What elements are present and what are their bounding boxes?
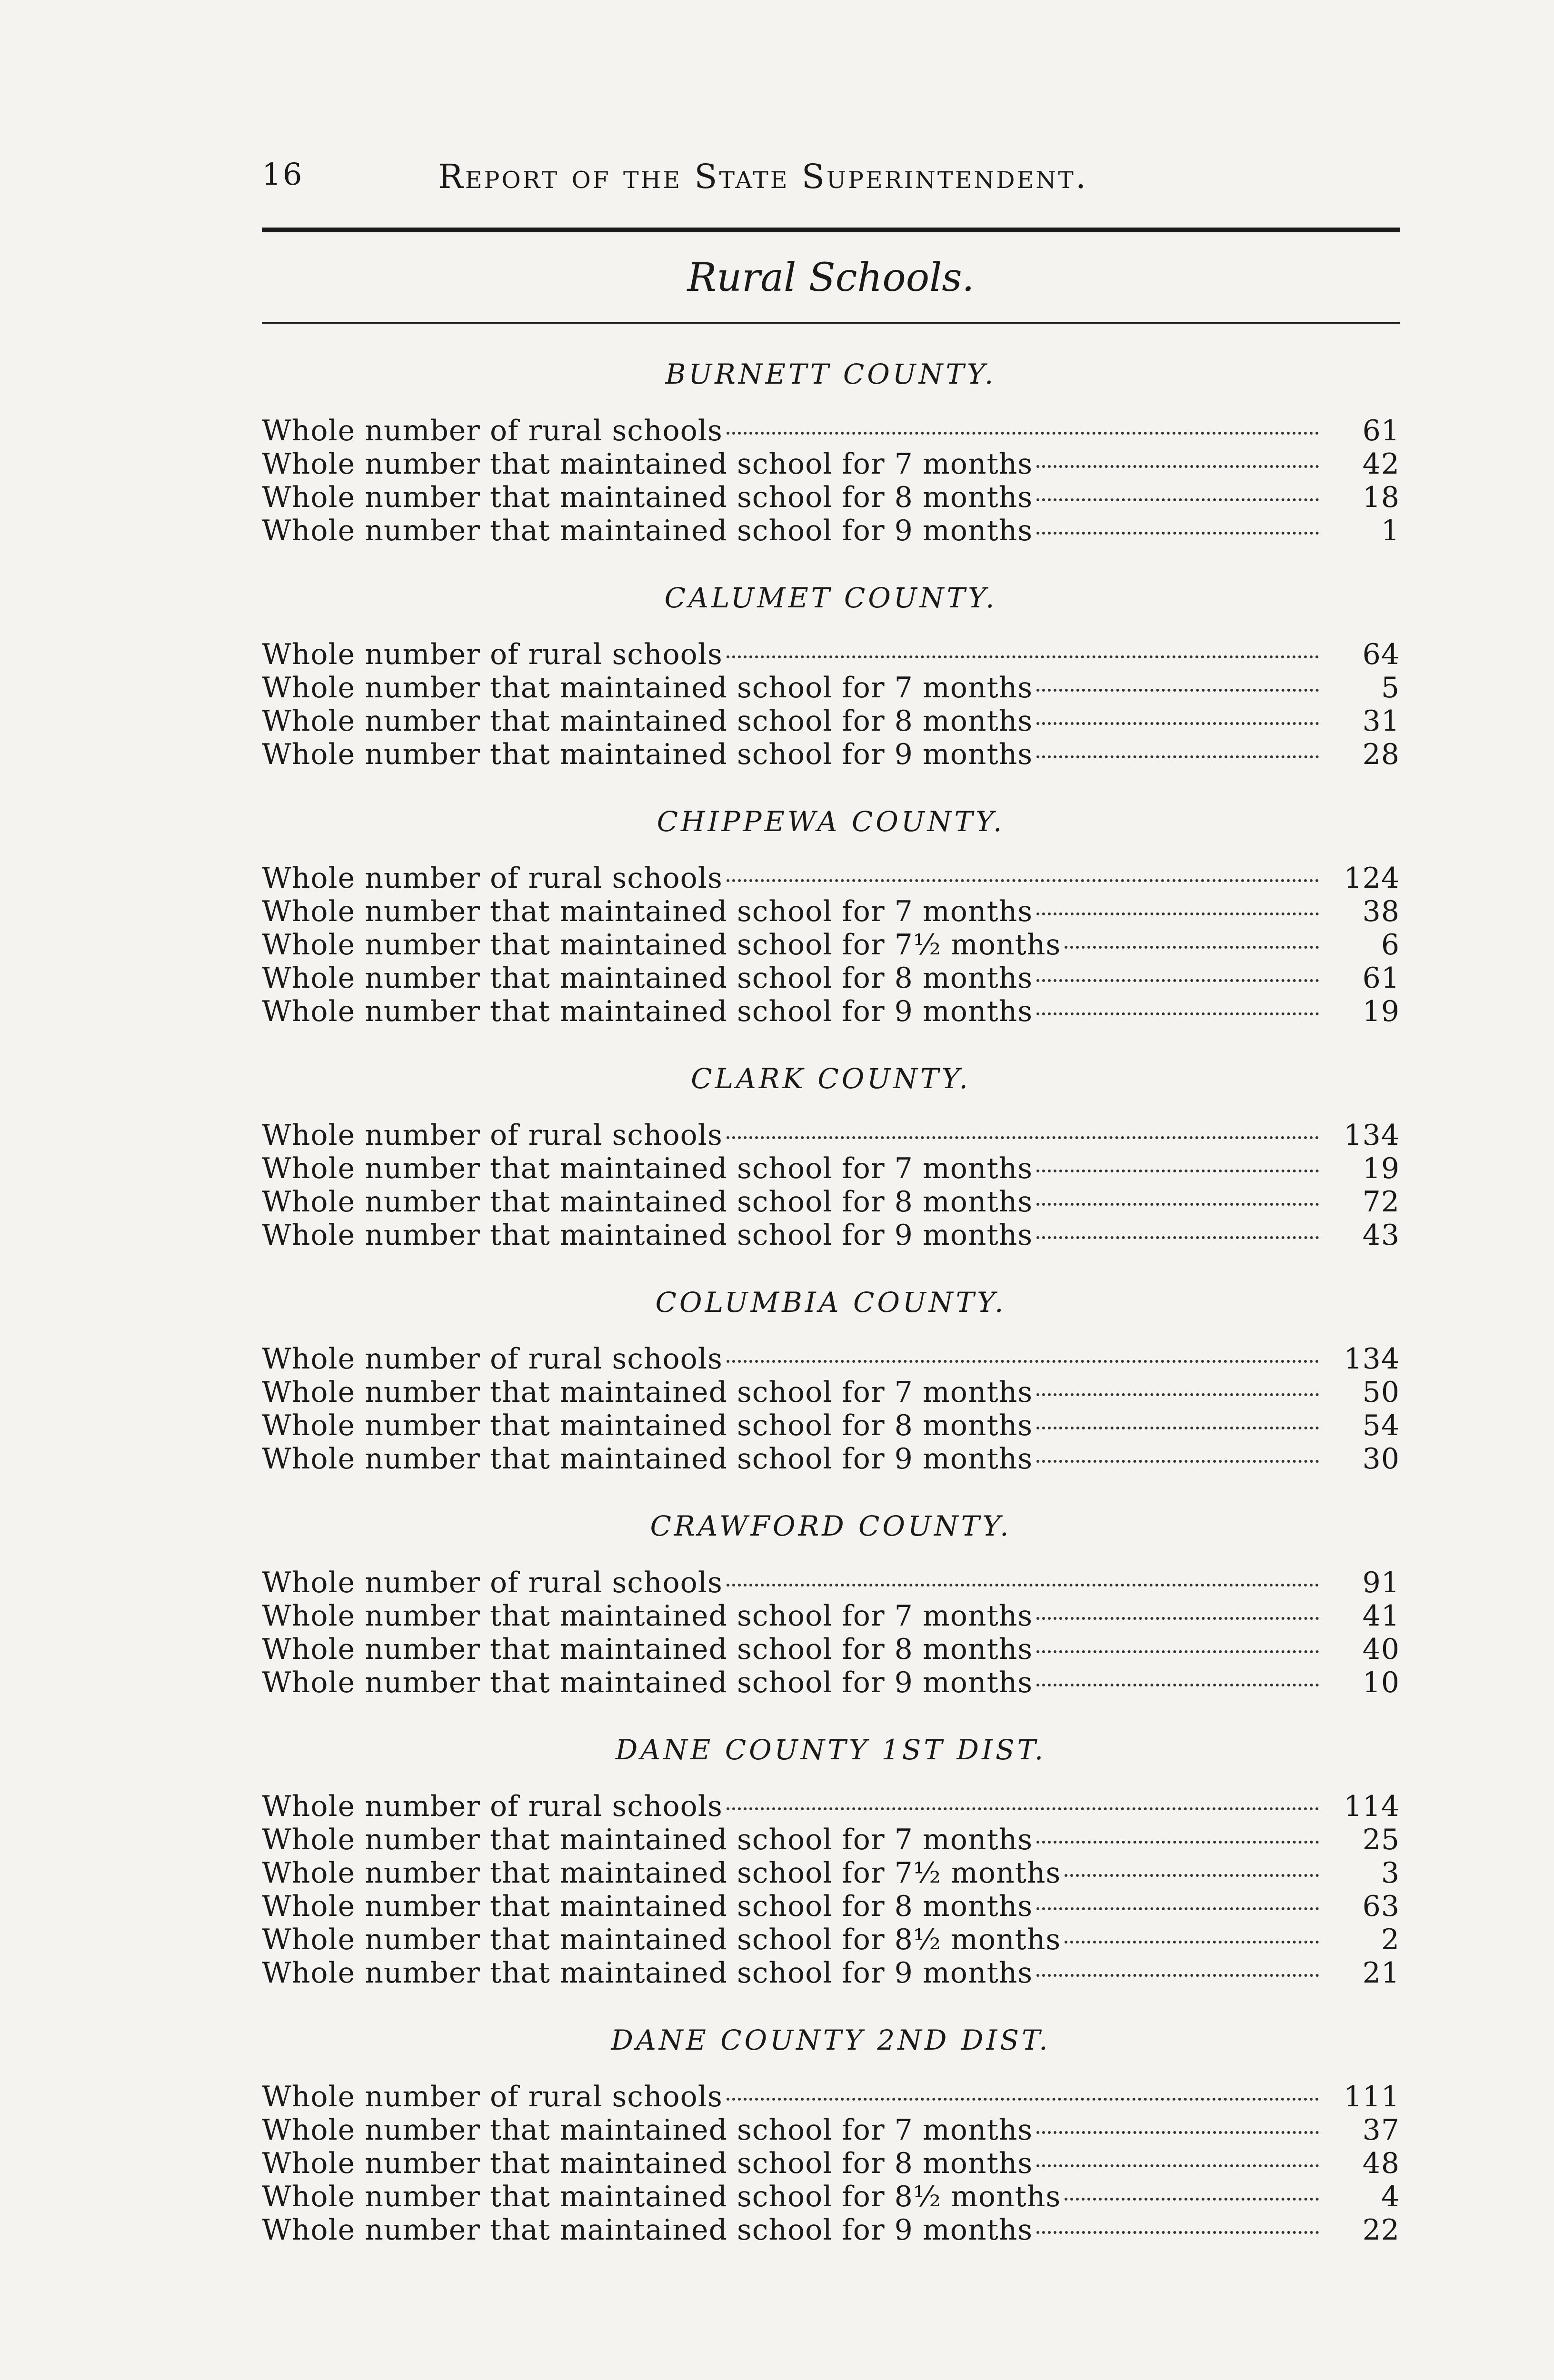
dot-leader bbox=[1036, 1617, 1319, 1620]
dot-leader bbox=[1036, 1393, 1319, 1396]
row-label: Whole number that maintained school for 8½ months bbox=[262, 1923, 1061, 1956]
row-value: 43 bbox=[1362, 1219, 1400, 1252]
row-label: Whole number of rural schools bbox=[262, 1790, 723, 1823]
row-value: 111 bbox=[1344, 2080, 1400, 2113]
dot-leader bbox=[1036, 1841, 1319, 1844]
table-row bbox=[262, 995, 1400, 1028]
table-row bbox=[262, 895, 1400, 928]
row-value: 134 bbox=[1344, 1342, 1400, 1376]
table-row bbox=[262, 1856, 1400, 1890]
table-row bbox=[262, 1599, 1400, 1633]
row-value: 19 bbox=[1362, 1152, 1400, 1185]
county-heading: CALUMET COUNTY. bbox=[664, 582, 997, 614]
row-label: Whole number of rural schools bbox=[262, 1566, 723, 1599]
row-label: Whole number of rural schools bbox=[262, 1119, 723, 1152]
row-value: 31 bbox=[1362, 704, 1400, 738]
dot-leader bbox=[1036, 498, 1319, 501]
row-value: 10 bbox=[1362, 1666, 1400, 1699]
table-row bbox=[262, 2213, 1400, 2247]
row-value: 25 bbox=[1362, 1823, 1400, 1856]
county-section bbox=[262, 1062, 1400, 1252]
table-row bbox=[262, 928, 1400, 962]
row-value: 38 bbox=[1362, 895, 1400, 928]
row-value: 22 bbox=[1362, 2213, 1400, 2247]
county-heading: CLARK COUNTY. bbox=[691, 1062, 971, 1095]
table-row bbox=[262, 1342, 1400, 1376]
row-label: Whole number that maintained school for 8½ months bbox=[262, 2180, 1061, 2213]
row-value: 134 bbox=[1344, 1119, 1400, 1152]
row-value: 2 bbox=[1381, 1923, 1400, 1956]
row-label: Whole number of rural schools bbox=[262, 862, 723, 895]
row-value: 40 bbox=[1362, 1633, 1400, 1666]
row-value: 1 bbox=[1381, 514, 1400, 547]
row-label: Whole number that maintained school for 8 months bbox=[262, 1890, 1033, 1923]
dot-leader bbox=[727, 879, 1319, 882]
running-title: Report of the State Superintendent. bbox=[438, 157, 1088, 196]
dot-leader bbox=[1036, 1170, 1319, 1172]
table-row bbox=[262, 514, 1400, 547]
table-row bbox=[262, 481, 1400, 514]
table-row bbox=[262, 704, 1400, 738]
table-row bbox=[262, 738, 1400, 771]
table-row bbox=[262, 671, 1400, 704]
dot-leader bbox=[727, 1807, 1319, 1810]
row-label: Whole number that maintained school for 7 months bbox=[262, 1599, 1033, 1633]
dot-leader bbox=[727, 1584, 1319, 1587]
row-value: 61 bbox=[1362, 962, 1400, 995]
row-label: Whole number that maintained school for 8 months bbox=[262, 481, 1033, 514]
row-value: 30 bbox=[1362, 1442, 1400, 1476]
row-label: Whole number that maintained school for 9 months bbox=[262, 1956, 1033, 1990]
row-value: 42 bbox=[1362, 447, 1400, 481]
section-rule bbox=[262, 322, 1400, 324]
dot-leader bbox=[1065, 946, 1319, 949]
row-label: Whole number that maintained school for 9 months bbox=[262, 1442, 1033, 1476]
county-heading: CRAWFORD COUNTY. bbox=[650, 1510, 1012, 1542]
row-value: 48 bbox=[1362, 2147, 1400, 2180]
dot-leader bbox=[1036, 1203, 1319, 1206]
dot-leader bbox=[1036, 1012, 1319, 1015]
table-row bbox=[262, 1409, 1400, 1442]
dot-leader bbox=[1036, 2131, 1319, 2134]
dot-leader bbox=[1036, 912, 1319, 915]
county-heading: BURNETT COUNTY. bbox=[665, 358, 996, 390]
table-row bbox=[262, 2180, 1400, 2213]
dot-leader bbox=[727, 432, 1319, 435]
row-value: 28 bbox=[1362, 738, 1400, 771]
table-row bbox=[262, 2113, 1400, 2147]
row-label: Whole number that maintained school for 7 months bbox=[262, 1152, 1033, 1185]
county-heading: COLUMBIA COUNTY. bbox=[655, 1286, 1006, 1319]
dot-leader bbox=[727, 1136, 1319, 1139]
row-label: Whole number of rural schools bbox=[262, 414, 723, 447]
row-value: 91 bbox=[1362, 1566, 1400, 1599]
dot-leader bbox=[1036, 1974, 1319, 1977]
county-heading: DANE COUNTY 2ND DIST. bbox=[611, 2024, 1051, 2056]
table-row bbox=[262, 1890, 1400, 1923]
row-label: Whole number that maintained school for 9 months bbox=[262, 2213, 1033, 2247]
row-label: Whole number that maintained school for 8 months bbox=[262, 2147, 1033, 2180]
table-row bbox=[262, 638, 1400, 671]
table-row bbox=[262, 1790, 1400, 1823]
section-title: Rural Schools. bbox=[687, 255, 975, 300]
county-section bbox=[262, 1734, 1400, 1990]
table-row bbox=[262, 1442, 1400, 1476]
document-page bbox=[262, 148, 1400, 2247]
row-value: 37 bbox=[1362, 2113, 1400, 2147]
row-label: Whole number of rural schools bbox=[262, 638, 723, 671]
dot-leader bbox=[727, 2098, 1319, 2101]
table-row bbox=[262, 962, 1400, 995]
row-value: 50 bbox=[1362, 1376, 1400, 1409]
table-row bbox=[262, 1119, 1400, 1152]
row-value: 114 bbox=[1344, 1790, 1400, 1823]
table-row bbox=[262, 447, 1400, 481]
dot-leader bbox=[1036, 532, 1319, 535]
row-label: Whole number that maintained school for 9 months bbox=[262, 1219, 1033, 1252]
row-label: Whole number that maintained school for 7 months bbox=[262, 671, 1033, 704]
dot-leader bbox=[1036, 979, 1319, 982]
dot-leader bbox=[1065, 1941, 1319, 1944]
running-head bbox=[262, 148, 1400, 200]
table-row bbox=[262, 1823, 1400, 1856]
table-row bbox=[262, 2080, 1400, 2113]
row-label: Whole number that maintained school for 7½ months bbox=[262, 928, 1061, 962]
county-section bbox=[262, 1286, 1400, 1476]
dot-leader bbox=[1036, 755, 1319, 758]
table-row bbox=[262, 1633, 1400, 1666]
dot-leader bbox=[1036, 1427, 1319, 1429]
row-label: Whole number of rural schools bbox=[262, 2080, 723, 2113]
dot-leader bbox=[1036, 2231, 1319, 2234]
row-value: 21 bbox=[1362, 1956, 1400, 1990]
row-value: 72 bbox=[1362, 1185, 1400, 1219]
table-row bbox=[262, 1923, 1400, 1956]
row-value: 19 bbox=[1362, 995, 1400, 1028]
dot-leader bbox=[1036, 722, 1319, 725]
county-section bbox=[262, 358, 1400, 547]
table-row bbox=[262, 1566, 1400, 1599]
row-value: 61 bbox=[1362, 414, 1400, 447]
county-section bbox=[262, 582, 1400, 771]
row-label: Whole number of rural schools bbox=[262, 1342, 723, 1376]
dot-leader bbox=[727, 655, 1319, 658]
dot-leader bbox=[1036, 689, 1319, 692]
row-label: Whole number that maintained school for 7 months bbox=[262, 2113, 1033, 2147]
row-label: Whole number that maintained school for 7 months bbox=[262, 1823, 1033, 1856]
row-label: Whole number that maintained school for 7½ months bbox=[262, 1856, 1061, 1890]
row-value: 64 bbox=[1362, 638, 1400, 671]
row-value: 18 bbox=[1362, 481, 1400, 514]
row-label: Whole number that maintained school for 8 months bbox=[262, 1633, 1033, 1666]
row-value: 41 bbox=[1362, 1599, 1400, 1633]
dot-leader bbox=[1065, 1874, 1319, 1877]
row-value: 6 bbox=[1381, 928, 1400, 962]
table-row bbox=[262, 862, 1400, 895]
dot-leader bbox=[1036, 1460, 1319, 1463]
table-row bbox=[262, 1666, 1400, 1699]
county-section bbox=[262, 2024, 1400, 2247]
dot-leader bbox=[727, 1360, 1319, 1363]
dot-leader bbox=[1036, 2164, 1319, 2167]
row-label: Whole number that maintained school for 8 months bbox=[262, 962, 1033, 995]
table-row bbox=[262, 2147, 1400, 2180]
county-section bbox=[262, 805, 1400, 1028]
header-rule bbox=[262, 228, 1400, 232]
row-label: Whole number that maintained school for 9 months bbox=[262, 1666, 1033, 1699]
row-label: Whole number that maintained school for 7 months bbox=[262, 447, 1033, 481]
dot-leader bbox=[1036, 1684, 1319, 1686]
county-section bbox=[262, 1510, 1400, 1699]
row-label: Whole number that maintained school for 9 months bbox=[262, 514, 1033, 547]
county-heading: CHIPPEWA COUNTY. bbox=[657, 805, 1005, 838]
dot-leader bbox=[1036, 465, 1319, 468]
row-value: 54 bbox=[1362, 1409, 1400, 1442]
dot-leader bbox=[1036, 1907, 1319, 1910]
county-list bbox=[262, 358, 1400, 2247]
dot-leader bbox=[1036, 1650, 1319, 1653]
table-row bbox=[262, 1219, 1400, 1252]
row-value: 63 bbox=[1362, 1890, 1400, 1923]
row-label: Whole number that maintained school for 7 months bbox=[262, 1376, 1033, 1409]
row-label: Whole number that maintained school for 8 months bbox=[262, 1185, 1033, 1219]
table-row bbox=[262, 1956, 1400, 1990]
row-label: Whole number that maintained school for 8 months bbox=[262, 1409, 1033, 1442]
row-label: Whole number that maintained school for 9 months bbox=[262, 738, 1033, 771]
dot-leader bbox=[1036, 1236, 1319, 1239]
table-row bbox=[262, 1185, 1400, 1219]
row-value: 3 bbox=[1381, 1856, 1400, 1890]
row-label: Whole number that maintained school for 8 months bbox=[262, 704, 1033, 738]
page-number: 16 bbox=[262, 157, 304, 192]
table-row bbox=[262, 1152, 1400, 1185]
table-row bbox=[262, 414, 1400, 447]
row-value: 124 bbox=[1344, 862, 1400, 895]
row-label: Whole number that maintained school for 7 months bbox=[262, 895, 1033, 928]
dot-leader bbox=[1065, 2198, 1319, 2201]
row-value: 4 bbox=[1381, 2180, 1400, 2213]
table-row bbox=[262, 1376, 1400, 1409]
row-label: Whole number that maintained school for 9 months bbox=[262, 995, 1033, 1028]
row-value: 5 bbox=[1381, 671, 1400, 704]
county-heading: DANE COUNTY 1ST DIST. bbox=[615, 1734, 1046, 1766]
